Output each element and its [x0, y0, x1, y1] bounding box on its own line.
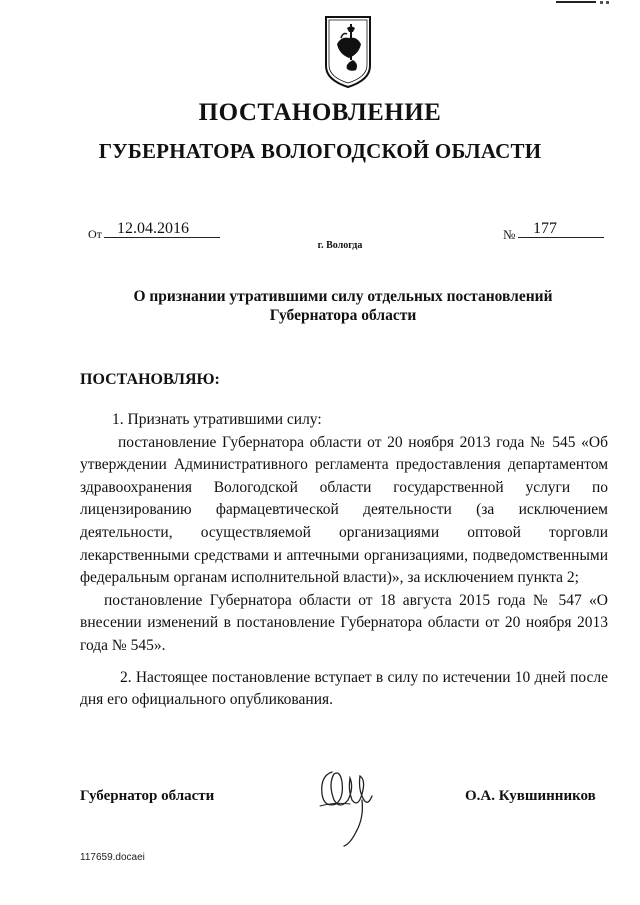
subject-line-1: О признании утратившими силу отдельных постановлений: [133, 288, 553, 305]
document-date: 12.04.2016: [117, 220, 189, 237]
signatory-name: О.А. Кувшинников: [465, 788, 596, 804]
city-label: г. Вологда: [317, 240, 363, 251]
document-number: 177: [533, 220, 557, 237]
signatory-title: Губернатор области: [80, 788, 215, 804]
coat-of-arms-icon: [323, 14, 373, 90]
decree-word: ПОСТАНОВЛЯЮ:: [80, 371, 220, 388]
number-underline: [518, 237, 604, 238]
document-subject: [0, 287, 640, 325]
scan-mark: [556, 0, 612, 5]
item-1: 1. Признать утратившими силу:: [112, 411, 322, 428]
handwritten-signature: [314, 760, 378, 852]
subject-line-2: Губернатора области: [269, 307, 417, 324]
document-title: ПОСТАНОВЛЕНИЕ: [198, 99, 442, 126]
file-reference: 117659.docaei: [80, 852, 145, 863]
number-prefix: №: [503, 227, 516, 242]
document-body: [80, 409, 608, 712]
paragraph-2: постановление Губернатора области от 18 августа 2015 года № 547 «О внесении изменений в постановление Губернатора области от 20 ноября 2013 года № 545».: [80, 591, 608, 654]
item-2: 2. Настоящее постановление вступает в силу по истечении 10 дней после дня его официального опубликования.: [80, 668, 608, 709]
paragraph-1: постановление Губернатора области от 20 ноября 2013 года № 545 «Об утверждении Административного регламента предоставления департаментом здравоохранения Вологодской области государственной услуги по лицензированию фармацевтической деятельности (за исключением деятельности, осуществляемой организациями оптовой торговли лекарственными средствами и аптечными организациями, подведомственными федеральным органам исполнительной власти)», за исключением пункта 2;: [80, 433, 608, 587]
document-subtitle: ГУБЕРНАТОРА ВОЛОГОДСКОЙ ОБЛАСТИ: [98, 139, 542, 163]
date-prefix: От: [88, 227, 102, 241]
